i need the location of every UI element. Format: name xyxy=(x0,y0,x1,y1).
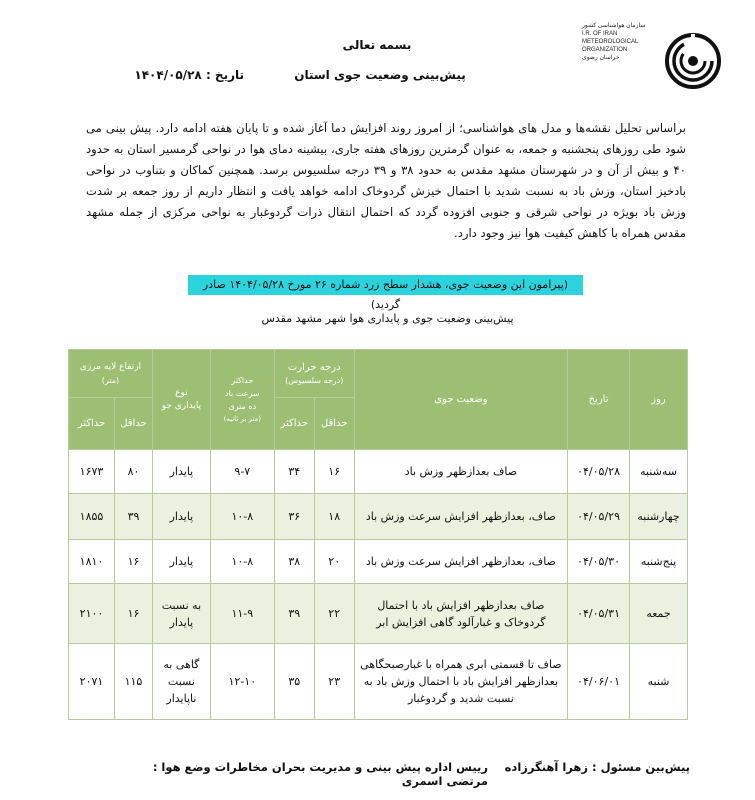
header-mixing-unit: (متر) xyxy=(101,375,120,385)
organization-logo xyxy=(582,18,722,90)
cell-stability: به نسبت پایدار xyxy=(152,584,210,644)
cell-weather: صاف تا قسمتی ابری همراه با غبارصبحگاهی بعدازظهر افزایش باد با احتمال وزش باد به نسبت شدید و گردوغبار xyxy=(354,644,567,720)
cell-temp-max: ۳۵ xyxy=(274,644,314,720)
logo-text-en3: ORGANIZATION xyxy=(582,47,628,53)
document-date xyxy=(104,68,244,82)
cell-temp-min: ۲۳ xyxy=(314,644,354,720)
cell-mixing-min: ۱۶ xyxy=(115,540,153,584)
cell-stability: پایدار xyxy=(152,450,210,494)
cell-weather: صاف، بعدازظهر افزایش سرعت وزش باد xyxy=(354,540,567,584)
cell-day: جمعه xyxy=(630,584,688,644)
cell-wind: ۱۰-۸ xyxy=(210,540,274,584)
table-row xyxy=(69,540,688,584)
date-value: ۱۴۰۴/۰۵/۲۸ xyxy=(134,68,202,82)
cell-date: ۰۴/۰۵/۲۹ xyxy=(568,494,630,540)
cell-stability: پایدار xyxy=(152,540,210,584)
cell-mixing-max: ۱۸۱۰ xyxy=(69,540,115,584)
logo-text-en2: METEOROLOGICAL xyxy=(582,39,639,45)
header-stability-line2: پایداری جو xyxy=(161,400,202,411)
table-row xyxy=(69,450,688,494)
cell-mixing-min: ۳۹ xyxy=(115,494,153,540)
warning-highlight: (پیرامون این وضعیت جوی، هشدار سطح زرد شماره ۲۶ مورخ ۱۴۰۴/۰۵/۲۸ صادر گردید) xyxy=(188,275,583,295)
cell-temp-max: ۳۴ xyxy=(274,450,314,494)
cell-day: پنج‌شنبه xyxy=(630,540,688,584)
head-signature xyxy=(128,760,488,788)
cell-date: ۰۴/۰۶/۰۱ xyxy=(568,644,630,720)
cell-mixing-max: ۱۶۷۳ xyxy=(69,450,115,494)
header-stability-line1: نوع xyxy=(175,387,188,398)
header-wind-title: حداکثر xyxy=(231,375,254,385)
cell-date: ۰۴/۰۵/۳۰ xyxy=(568,540,630,584)
header-mixing-height xyxy=(69,350,153,398)
cell-temp-max: ۳۸ xyxy=(274,540,314,584)
cell-temp-min: ۲۲ xyxy=(314,584,354,644)
cell-mixing-min: ۱۶ xyxy=(115,584,153,644)
table-row xyxy=(69,494,688,540)
header-day: روز xyxy=(630,350,688,450)
cell-date: ۰۴/۰۵/۲۸ xyxy=(568,450,630,494)
header-temp-unit: (درجه سلسیوس) xyxy=(285,375,344,385)
forecaster-name: زهرا آهنگرزاده xyxy=(504,760,589,774)
table-row xyxy=(69,584,688,644)
header-temp-min: حداقل xyxy=(314,398,354,450)
header-mixing-title: ارتفاع لایه مرزی xyxy=(79,361,142,372)
cell-temp-min: ۱۸ xyxy=(314,494,354,540)
cell-weather: صاف بعدازظهر افزایش باد با احتمال گردوخاک و غبارآلود گاهی افزایش ابر xyxy=(354,584,567,644)
cell-weather: صاف بعدازظهر وزش باد xyxy=(354,450,567,494)
cell-mixing-max: ۱۸۵۵ xyxy=(69,494,115,540)
cell-wind: ۱۰-۸ xyxy=(210,494,274,540)
table-header-row xyxy=(69,350,688,398)
cell-day: چهارشنبه xyxy=(630,494,688,540)
cell-wind: ۱۱-۹ xyxy=(210,584,274,644)
header-temp-title: درجه حرارت xyxy=(287,361,341,373)
cell-stability: پایدار xyxy=(152,494,210,540)
bismillah: بسمه تعالی xyxy=(342,38,412,52)
cell-temp-max: ۳۶ xyxy=(274,494,314,540)
cell-mixing-max: ۲۰۷۱ xyxy=(69,644,115,720)
table-row xyxy=(69,644,688,720)
cell-temp-max: ۳۹ xyxy=(274,584,314,644)
table-caption: پیش‌بینی وضعیت جوی و پایداری هوا شهر مشهد مقدس xyxy=(261,312,514,325)
header-temp-max: حداکثر xyxy=(274,398,314,450)
cell-mixing-min: ۱۱۵ xyxy=(115,644,153,720)
forecast-paragraph: براساس تحلیل نقشه‌ها و مدل های هواشناسی؛ از امروز روند افزایش دما آغاز شده و تا پایان هفته ادامه دارد. پیش بینی می شود طی روزهای پنجشنبه و جمعه، به عنوان گرمترین روزهای هفته جاری، بیشینه دمای هوا در نواحی گرمسیر استان به حدود ۴۰ و بیش از آن و در شهرستان مشهد مقدس به حدود ۳۸ و ۳۹ درجه سلسیوس برسد. همچنین کماکان و بتناوب در نواحی بادخیز استان، وزش باد به نسبت شدید با احتمال خیزش گردوخاک ادامه خواهد یافت و انتظار داریم از روز جمعه بر شدت وزش باد بویژه در نواحی شرقی و جنوبی افزوده گردد که احتمال انتقال ذرات گردوغبار به نواحی مرکزی از جمله مشهد مقدس همراه با کاهش کیفیت هوا نیز وجود دارد. xyxy=(86,121,686,240)
header-weather: وضعیت جوی xyxy=(354,350,567,450)
cell-wind: ۱۲-۱۰ xyxy=(210,644,274,720)
header-wind-line3: ده متری xyxy=(228,401,257,411)
head-label: رییس اداره پیش بینی و مدیریت بحران مخاطرات وضع هوا : xyxy=(152,760,488,774)
header-date: تاریخ xyxy=(568,350,630,450)
meteorological-logo-icon xyxy=(664,32,722,90)
forecaster-label: پیش‌بین مسئول : xyxy=(592,760,690,774)
date-label: تاریخ : xyxy=(205,68,244,82)
logo-text xyxy=(582,22,664,62)
cell-temp-min: ۲۰ xyxy=(314,540,354,584)
cell-temp-min: ۱۶ xyxy=(314,450,354,494)
header-mixing-max: حداکثر xyxy=(69,398,115,450)
cell-date: ۰۴/۰۵/۳۱ xyxy=(568,584,630,644)
document-title: پیش‌بینی وضعیت جوی استان xyxy=(294,68,466,82)
header-wind-line2: سرعت باد xyxy=(225,388,260,398)
head-name: مرتضی اسمری xyxy=(401,774,488,788)
cell-mixing-max: ۲۱۰۰ xyxy=(69,584,115,644)
header-wind xyxy=(210,350,274,450)
cell-weather: صاف، بعدازظهر افزایش سرعت وزش باد xyxy=(354,494,567,540)
header-wind-unit: (متر بر ثانیه) xyxy=(223,414,261,423)
header-stability xyxy=(152,350,210,450)
header-temperature xyxy=(274,350,354,398)
cell-day: شنبه xyxy=(630,644,688,720)
cell-wind: ۹-۷ xyxy=(210,450,274,494)
logo-text-en1: I.R. OF IRAN xyxy=(582,31,618,37)
header-mixing-min: حداقل xyxy=(115,398,153,450)
cell-mixing-min: ۸۰ xyxy=(115,450,153,494)
cell-stability: گاهی به نسبت ناپایدار xyxy=(152,644,210,720)
forecaster-signature xyxy=(490,760,690,774)
logo-text-fa: سازمان هواشناسی کشور xyxy=(582,23,646,29)
forecast-table xyxy=(68,349,688,720)
logo-text-fa2: خراسان رضوی xyxy=(582,55,620,61)
cell-day: سه‌شنبه xyxy=(630,450,688,494)
